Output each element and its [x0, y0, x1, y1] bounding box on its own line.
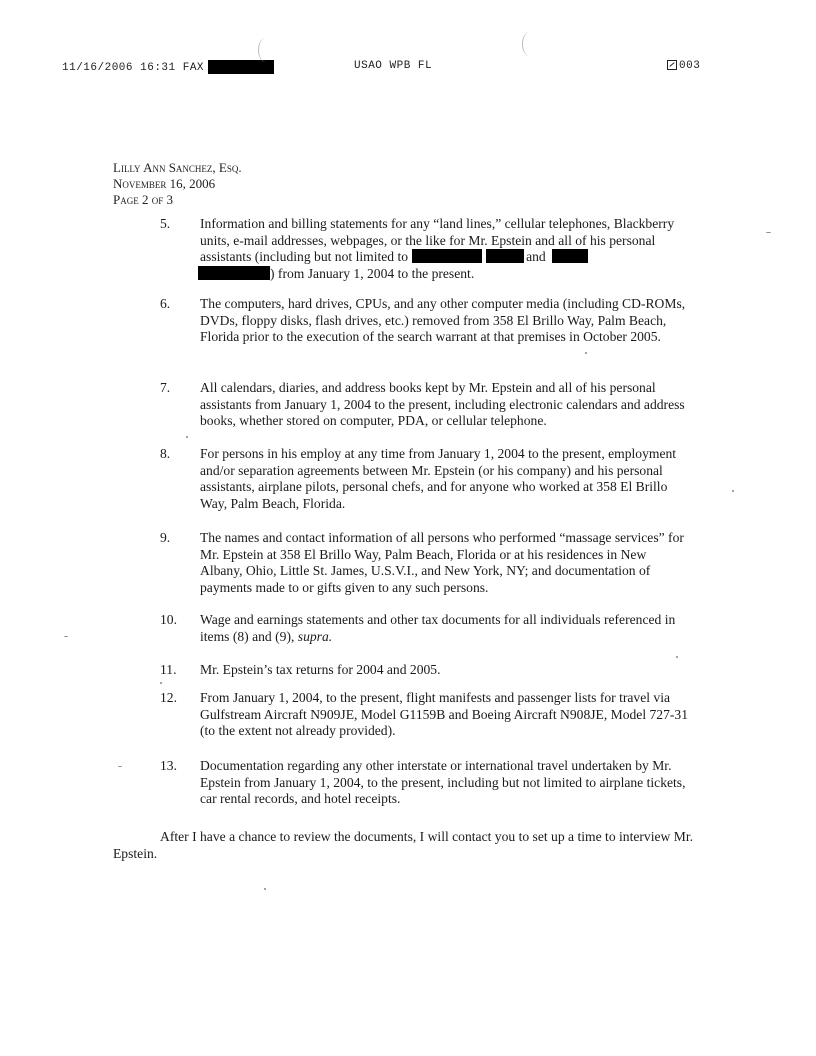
- scan-speck: [676, 656, 678, 658]
- page-number: Page 2 of 3: [113, 192, 173, 207]
- fax-page-code: [667, 60, 700, 72]
- redaction-bar: [208, 60, 274, 74]
- item-text-italic: supra.: [297, 628, 333, 644]
- item-text: [200, 216, 690, 282]
- item-number: 8.: [160, 446, 171, 461]
- fax-timestamp: [62, 60, 274, 74]
- scan-speck: [160, 682, 162, 684]
- scan-speck: [585, 352, 587, 354]
- scan-mark: [522, 32, 537, 56]
- item-number: 5.: [160, 216, 171, 231]
- item-text-part-b: and: [526, 249, 546, 264]
- item-text: From January 1, 2004, to the present, flight manifests and passenger lists for travel via Gulfstream Aircraft N909JE, Model G1159B and Boeing Aircraft N908JE, Model 727-31 (to the extent not already provided).: [200, 690, 689, 738]
- letter-date: November 16, 2006: [113, 176, 216, 191]
- fax-page-code-text: 003: [679, 60, 701, 72]
- recipient-name: Lilly Ann Sanchez, Esq.: [113, 160, 242, 175]
- item-text: Documentation regarding any other interstate or international travel undertaken by Mr. Epstein from January 1, 2004, to the present, including but not limited to airplane tickets, car rental records, and hotel receipts.: [200, 758, 686, 806]
- item-text-main: Wage and earnings statements and other tax documents for all individuals referenced in items (8) and (9),: [200, 612, 676, 644]
- scan-speck: [766, 232, 771, 233]
- item-text-part-c: ) from January 1, 2004 to the present.: [270, 265, 475, 281]
- list-item: [160, 216, 700, 286]
- fax-sender: USAO WPB FL: [354, 60, 433, 72]
- redaction-bar: [198, 266, 270, 280]
- item-text: For persons in his employ at any time from January 1, 2004 to the present, employment and/or separation agreements between Mr. Epstein (or his company) and his personal assistants, airplane pilots, personal chefs, and for anyone who worked at 358 El Brillo Way, Palm Beach, Florida.: [200, 446, 677, 511]
- item-number: 7.: [160, 380, 171, 395]
- fax-timestamp-text: 11/16/2006 16:31 FAX: [62, 61, 205, 74]
- redaction-bar: [486, 249, 524, 263]
- redaction-bar: [412, 249, 482, 263]
- item-text: [200, 612, 690, 645]
- scan-speck: [264, 888, 266, 890]
- item-number: 11.: [160, 662, 177, 677]
- item-text: The computers, hard drives, CPUs, and any other computer media (including CD-ROMs, DVDs, floppy disks, flash drives, etc.) removed from 358 El Brillo Way, Palm Beach, Florida prior to the execution of the search warrant at that premises in October 2005.: [200, 296, 686, 344]
- letterhead: [113, 160, 242, 208]
- item-text: All calendars, diaries, and address books kept by Mr. Epstein and all of his personal assistants from January 1, 2004 to the present, including electronic calendars and address books, whether stored on computer, PDA, or cellular telephone.: [200, 380, 685, 428]
- scan-mark: [258, 38, 273, 62]
- redaction-bar: [552, 249, 588, 263]
- item-text: The names and contact information of all persons who performed “massage services” for Mr. Epstein at 358 El Brillo Way, Palm Beach, Florida or at his residences in New Albany, Ohio, Little St. James, U.S.V.I., and New York, NY; and documentation of payments made to or gifts given to any such persons.: [200, 530, 684, 595]
- item-number: 12.: [160, 690, 177, 705]
- scan-speck: [732, 490, 734, 492]
- closing-paragraph: After I have a chance to review the documents, I will contact you to set up a time to interview Mr. Epstein.: [113, 829, 694, 861]
- scan-speck: [64, 636, 68, 637]
- item-number: 10.: [160, 612, 177, 627]
- item-number: 13.: [160, 758, 177, 773]
- fax-page-icon: [667, 60, 677, 70]
- item-number: 9.: [160, 530, 171, 545]
- item-text: Mr. Epstein’s tax returns for 2004 and 2005.: [200, 662, 441, 677]
- item-text-part-a: Information and billing statements for any “land lines,” cellular telephones, Blackberry units, e-mail addresses, webpages, or the like for Mr. Epstein and all of his personal assistants (including but not limited to: [200, 216, 675, 264]
- scan-speck: [118, 766, 122, 767]
- item-number: 6.: [160, 296, 171, 311]
- scan-speck: [186, 436, 188, 438]
